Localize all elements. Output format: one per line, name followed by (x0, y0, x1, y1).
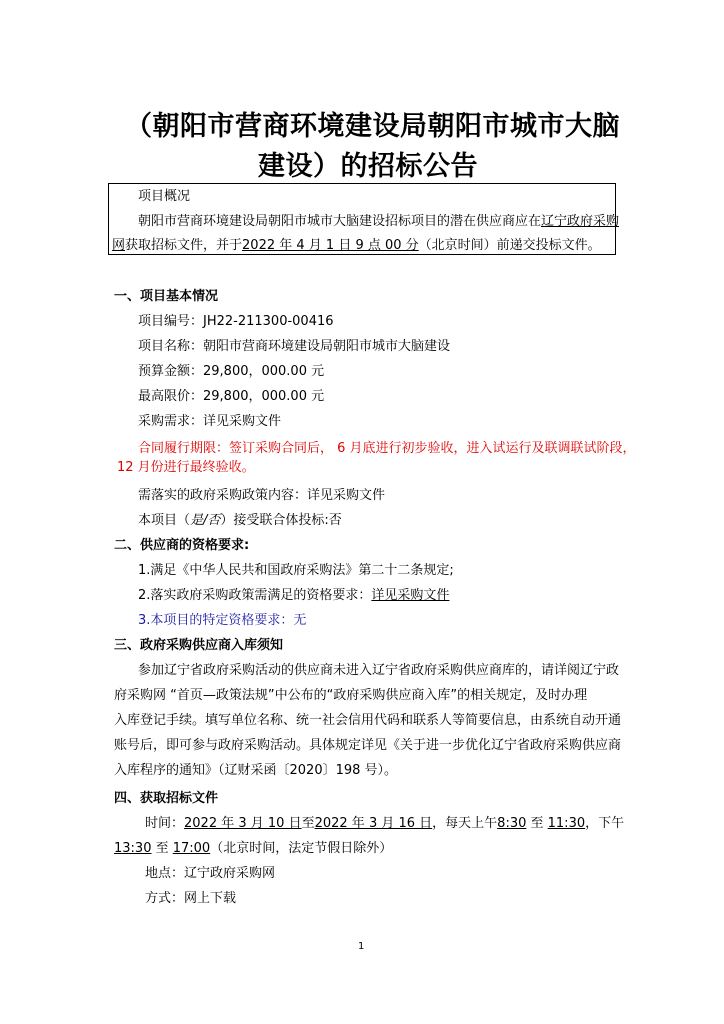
acquisition-time-line1 (145, 815, 624, 833)
section4-heading: 四、获取招标文件 (114, 791, 219, 806)
contract-term-line1: 合同履行期限：签订采购合同后， 6 月底进行初步验收，进入试运行及联调联试阶段， (138, 441, 636, 456)
section3-heading: 三、政府采购供应商入库须知 (114, 638, 284, 653)
overview-para-line2 (112, 237, 601, 255)
overview-text-2: 获取招标文件，并于 (125, 238, 243, 253)
see-procurement-docs-link[interactable]: 详见采购文件 (371, 588, 450, 603)
to-text-2: 至 (526, 816, 548, 831)
procurement-demand: 采购需求：详见采购文件 (138, 414, 282, 429)
supplier-notice-line3: 入库登记手续。填写单位名称、统一社会信用代码和联系人等简要信息，由系统自动开通 (114, 713, 622, 728)
doc-title-line2: 建设）的招标公告 (258, 151, 478, 182)
page-number: 1 (358, 941, 365, 952)
project-name: 项目名称：朝阳市营商环境建设局朝阳市城市大脑建设 (138, 339, 451, 354)
liaoning-procurement-link[interactable]: 辽宁政府采购 (541, 214, 620, 229)
section2-heading: 二、供应商的资格要求: (114, 538, 250, 553)
pm-label: ，下午 (585, 816, 625, 831)
consortium-text-a: 本项目（ (138, 513, 191, 528)
supplier-notice-line5: 入库程序的通知》（辽财采函〔2020〕198 号）。 (114, 763, 398, 778)
qualification-item-3: 3.本项目的特定资格要求：无 (138, 613, 307, 628)
am-end-time: 11:30 (547, 816, 586, 831)
pm-start-time: 13:30 (114, 841, 152, 856)
consortium-text-b: ）接受联合体投标:否 (220, 513, 342, 528)
consortium-yes-no: 是/否 (190, 513, 221, 528)
supplier-notice-line2: 府采购网 “首页—政策法规”中公布的“政府采购供应商入库”的相关规定，及时办理 (114, 688, 588, 703)
section1-heading: 一、项目基本情况 (114, 289, 219, 304)
overview-text: 朝阳市营商环境建设局朝阳市城市大脑建设招标项目的潜在供应商应在 (138, 214, 542, 229)
supplier-notice-line4: 账号后，即可参与政府采购活动。具体规定详见《关于进一步优化辽宁省政府采购供应商 (114, 738, 622, 753)
acquisition-start-date: 2022 年 3 月 10 日 (184, 816, 302, 831)
doc-title-line1: （朝阳市营商环境建设局朝阳市城市大脑 (125, 111, 620, 142)
time-label: 时间： (145, 816, 185, 831)
daily-text: ，每天上午 (432, 816, 498, 831)
consortium-bidding (138, 512, 342, 530)
qualification-item-2 (138, 587, 449, 605)
acquisition-end-date: 2022 年 3 月 16 日 (314, 816, 433, 831)
policy-content: 需落实的政府采购政策内容：详见采购文件 (138, 488, 386, 503)
bid-deadline: 2022 年 4 月 1 日 9 点 00 分 (242, 238, 419, 253)
to-text: 至 (301, 816, 315, 831)
pm-end-time: 17:00 (172, 841, 211, 856)
qualification-item-1: 1.满足《中华人民共和国政府采购法》第二十二条规定; (138, 563, 454, 578)
time-note: （北京时间，法定节假日除外） (210, 841, 393, 856)
am-start-time: 8:30 (497, 816, 527, 831)
acquisition-time-line2 (114, 840, 392, 858)
max-price: 最高限价：29,800，000.00 元 (138, 389, 325, 404)
acquisition-place: 地点：辽宁政府采购网 (145, 866, 276, 881)
liaoning-procurement-link-tail[interactable]: 网 (112, 238, 126, 253)
to-text-3: 至 (151, 841, 173, 856)
overview-para-line1 (138, 213, 619, 231)
qualification-item-2-text: 2.落实政府采购政策需满足的资格要求： (138, 588, 372, 603)
project-number: 项目编号：JH22-211300-00416 (138, 314, 334, 329)
overview-text-3: （北京时间）前递交投标文件。 (418, 238, 601, 253)
overview-heading: 项目概况 (138, 189, 191, 204)
contract-term-line2: 12 月份进行最终验收。 (117, 460, 255, 475)
supplier-notice-line1: 参加辽宁省政府采购活动的供应商未进入辽宁省政府采购供应商库的，请详阅辽宁政 (138, 663, 620, 678)
budget-amount: 预算金额：29,800，000.00 元 (138, 364, 325, 379)
acquisition-method: 方式：网上下载 (145, 891, 237, 906)
